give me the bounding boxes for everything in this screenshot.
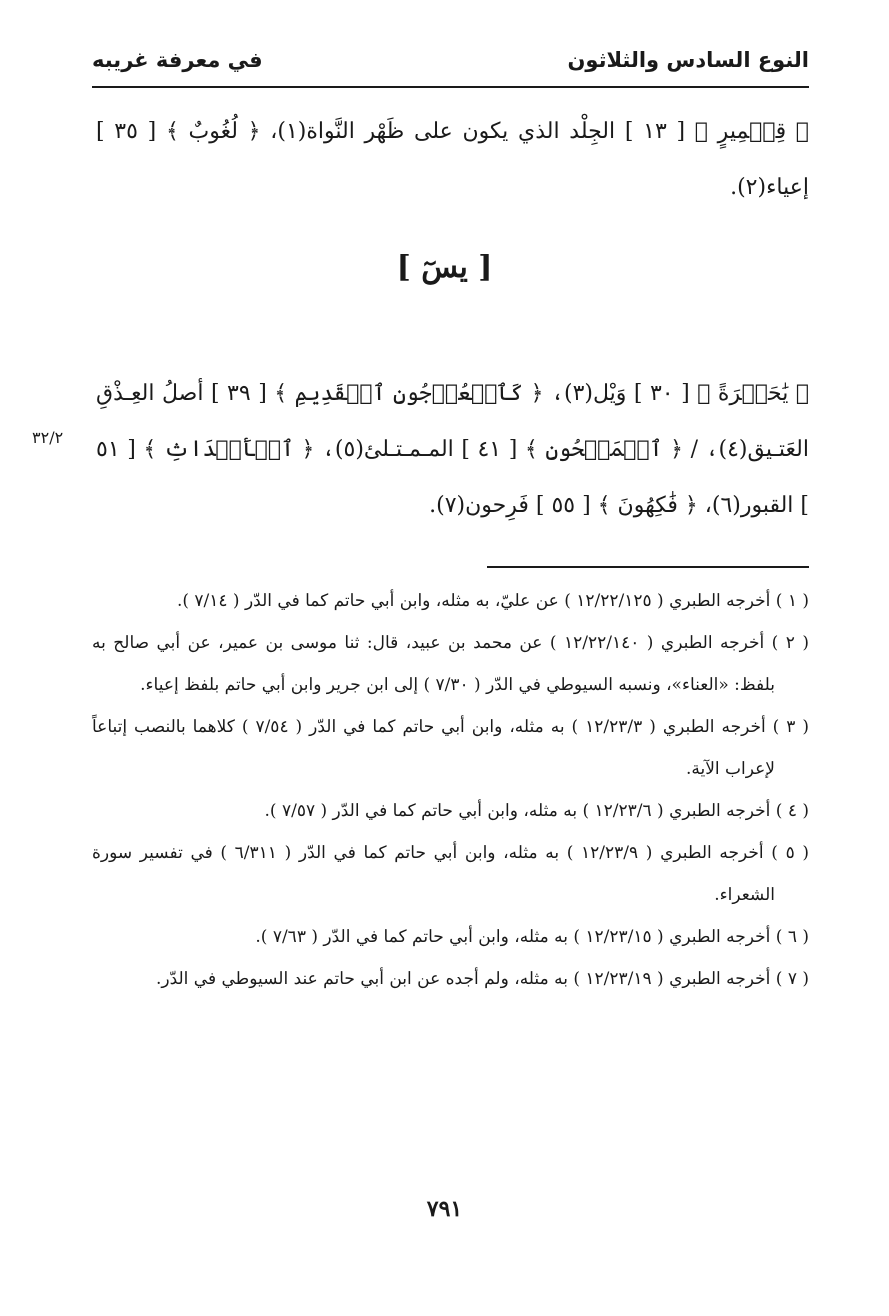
chapter-title: النوع السادس والثلاثون: [567, 48, 809, 72]
footnote: ( ٧ ) أخرجه الطبري ( ١٢/٢٣/١٩ ) به مثله، ولم أجده عن ابن أبي حاتم عند السيوطي في الدّر.: [155, 969, 809, 989]
running-header: [92, 38, 809, 82]
footnote: ( ٦ ) أخرجه الطبري ( ١٢/٢٣/١٥ ) به مثله، وابن أبي حاتم كما في الدّر ( ٧/٦٣ ).: [255, 927, 809, 947]
footnote: ( ٣ ) أخرجه الطبري ( ١٢/٢٣/٣ ) به مثله، وابن أبي حاتم كما في الدّر ( ٧/٥٤ ) كلاهما بالنصب إتباعاً لإعراب الآية.: [92, 717, 809, 779]
footnotes: [92, 580, 809, 1000]
footnote: ( ٢ ) أخرجه الطبري ( ١٢/٢٢/١٤٠ ) عن محمد بن عبيد، قال: ثنا موسى بن عمير، عن أبي صالح به بلفظ: «العناء»، ونسبه السيوطي في الدّر ( ٧/٣٠ ) إلى ابن جرير وابن أبي حاتم بلفظ إعياء.: [92, 633, 809, 695]
footnote-rule: [487, 566, 809, 568]
footnote: ( ٤ ) أخرجه الطبري ( ١٢/٢٣/٦ ) به مثله، وابن أبي حاتم كما في الدّر ( ٧/٥٧ ).: [264, 801, 809, 821]
page-number: ٧٩١: [426, 1196, 463, 1222]
margin-reference: ٣٢/٢: [32, 428, 64, 447]
surah-heading: [ يسٓ ]: [396, 250, 493, 285]
header-rule: [92, 86, 809, 88]
footnote: ( ٥ ) أخرجه الطبري ( ١٢/٢٣/٩ ) به مثله، وابن أبي حاتم كما في الدّر ( ٦/٣١١ ) في تفسير سورة الشعراء.: [92, 843, 809, 905]
body-paragraph-2: ﴿ يَٰحَسۡرَةً ﴾ [ ٣٠ ] وَيْل(٣)، ﴿ كَٱلۡعُرۡجُونِ ٱلۡقَدِيمِ ﴾ [ ٣٩ ] أصلُ العِـذْقِ العَتـيق(٤)، / ﴿ ٱلۡمَشۡحُونِ ﴾ [ ٤١ ] المـمـتـلئ(٥)، ﴿ ٱلۡأَجۡدَاثِ ﴾ [ ٥١ ] القبور(٦)، ﴿ فَٰكِهُونَ ﴾ [ ٥٥ ] فَرِحون(٧).: [96, 381, 810, 518]
section-title: في معرفة غريبه: [92, 48, 263, 72]
body-paragraph-1: ﴿ قِطۡمِيرٍ ﴾ [ ١٣ ] الجِلْد الذي يكون على ظَهْر النَّواة(١)، ﴿ لُغُوبٌ ﴾ [ ٣٥ ] إعياء(٢).: [96, 119, 810, 200]
footnote: ( ١ ) أخرجه الطبري ( ١٢/٢٢/١٢٥ ) عن عليّ، به مثله، وابن أبي حاتم كما في الدّر ( ٧/١٤ ).: [176, 591, 809, 611]
